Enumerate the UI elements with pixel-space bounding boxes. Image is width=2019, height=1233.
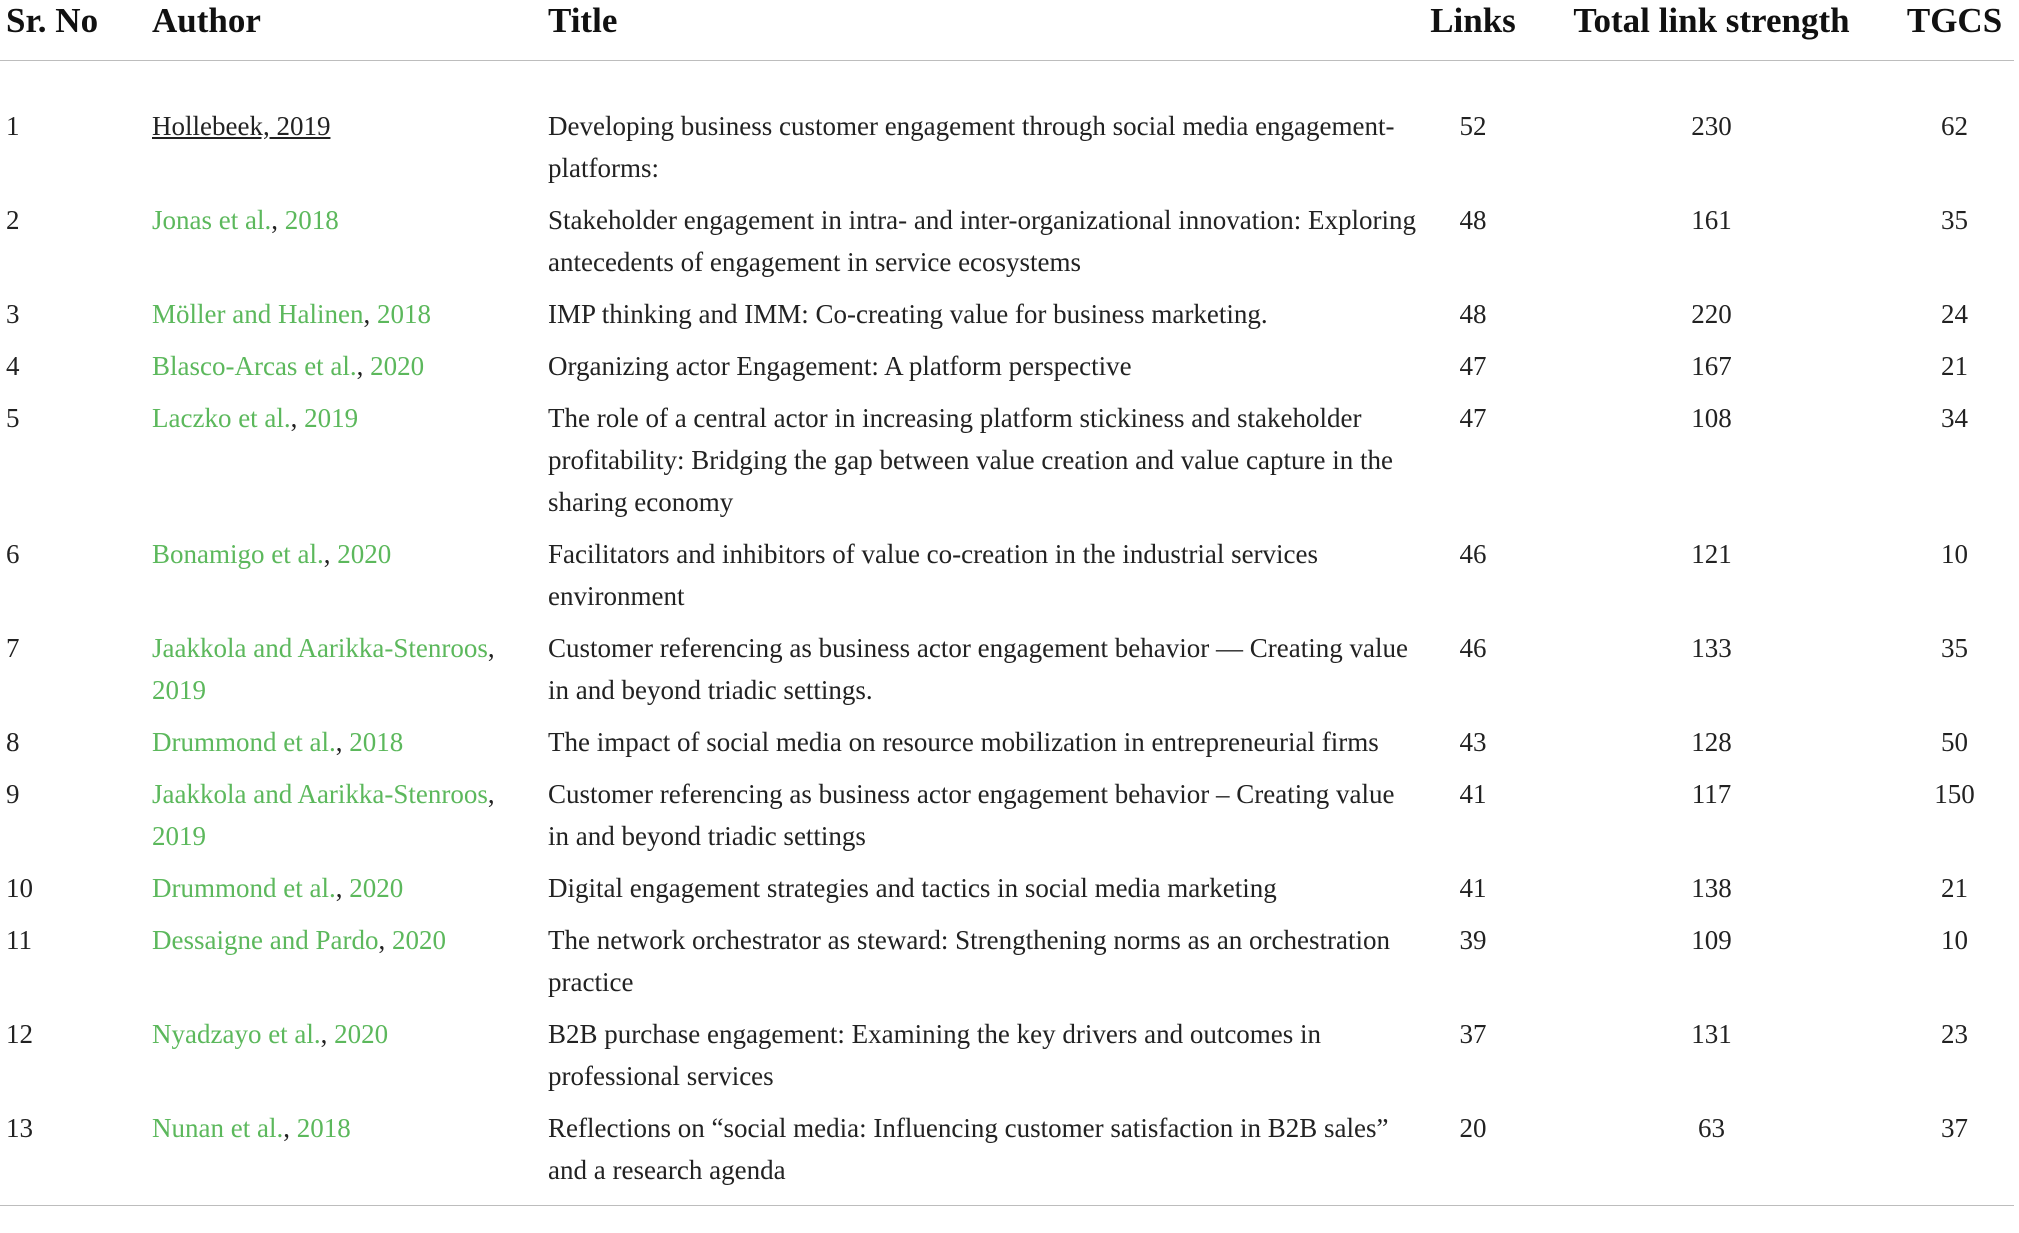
table-row — [0, 533, 2014, 627]
table-row — [0, 721, 2014, 773]
cell-title: B2B purchase engagement: Examining the key drivers and outcomes in professional services — [548, 1019, 1322, 1091]
cell-sr-no: 3 — [6, 299, 20, 329]
cell-tgcs: 35 — [1941, 633, 1968, 663]
cell-links: 47 — [1459, 403, 1487, 433]
cell-total-link-strength: 121 — [1691, 539, 1732, 569]
table-row — [0, 1013, 2014, 1107]
author-year-link[interactable]: 2020 — [334, 1019, 389, 1049]
cell-author — [152, 1107, 548, 1206]
cell-title: Developing business customer engagement through social media engagement-platforms: — [548, 111, 1395, 183]
header-title: Title — [548, 0, 1418, 61]
header-sr-no: Sr. No — [0, 0, 152, 61]
cell-total-link-strength: 138 — [1691, 873, 1732, 903]
author-name-link[interactable]: Möller and Halinen — [152, 299, 364, 329]
table-row — [0, 919, 2014, 1013]
table-row — [0, 627, 2014, 721]
author-year-link[interactable]: 2018 — [284, 205, 339, 235]
cell-title: IMP thinking and IMM: Co-creating value for business marketing. — [548, 299, 1268, 329]
table-row — [0, 397, 2014, 533]
cell-tgcs: 37 — [1895, 1107, 2014, 1206]
author-year-link[interactable]: 2020 — [349, 873, 404, 903]
author-separator: , — [323, 539, 338, 569]
author-name-link[interactable]: Jaakkola and Aarikka-Stenroos — [152, 633, 488, 663]
author-separator: , — [271, 205, 285, 235]
author-name-link[interactable]: Drummond et al. — [152, 727, 336, 757]
author-name-link[interactable]: Nyadzayo et al. — [152, 1019, 321, 1049]
author-separator: , — [335, 873, 350, 903]
cell-links: 41 — [1459, 873, 1487, 903]
author-name-link[interactable]: Drummond et al. — [152, 873, 336, 903]
cell-links: 43 — [1459, 727, 1487, 757]
author-name-link[interactable]: Nunan et al. — [152, 1113, 284, 1143]
cell-author — [152, 345, 548, 397]
header-tgcs: TGCS — [1895, 0, 2014, 61]
cell-tgcs: 21 — [1941, 873, 1968, 903]
author-separator: , — [320, 1019, 335, 1049]
cell-tgcs: 35 — [1941, 205, 1968, 235]
author-name-link[interactable]: Dessaigne and Pardo — [152, 925, 379, 955]
author-year-link[interactable]: 2019 — [152, 675, 206, 705]
cell-total-link-strength: 128 — [1691, 727, 1732, 757]
author-name-link[interactable]: Laczko et al. — [152, 403, 291, 433]
cell-author — [152, 199, 548, 293]
cell-title: Customer referencing as business actor engagement behavior – Creating value in and beyond triadic settings — [548, 779, 1395, 851]
cell-tgcs: 21 — [1941, 351, 1968, 381]
author-year-link[interactable]: 2018 — [296, 1113, 351, 1143]
cell-tgcs: 23 — [1941, 1019, 1968, 1049]
cell-sr-no: 12 — [6, 1019, 33, 1049]
table-row — [0, 61, 2014, 200]
author-year-link[interactable]: 2018 — [376, 299, 431, 329]
header-author: Author — [152, 0, 548, 61]
author-name-link[interactable]: Blasco-Arcas et al. — [152, 351, 357, 381]
cell-total-link-strength: 131 — [1691, 1019, 1732, 1049]
cell-author — [152, 627, 548, 721]
cell-links: 41 — [1459, 779, 1487, 809]
cell-title: Stakeholder engagement in intra- and inter-organizational innovation: Exploring antecedents of engagement in service ecosystems — [548, 205, 1416, 277]
cell-links: 39 — [1459, 925, 1487, 955]
cell-sr-no: 8 — [6, 727, 20, 757]
table-row — [0, 199, 2014, 293]
cell-total-link-strength: 230 — [1691, 111, 1732, 141]
cell-title: Facilitators and inhibitors of value co-creation in the industrial services environment — [548, 539, 1319, 611]
cell-sr-no: 10 — [6, 873, 33, 903]
cell-author — [152, 1013, 548, 1107]
cell-tgcs: 50 — [1941, 727, 1968, 757]
cell-sr-no: 5 — [6, 403, 20, 433]
cell-links: 48 — [1459, 205, 1487, 235]
cell-total-link-strength: 161 — [1691, 205, 1732, 235]
cell-title: The role of a central actor in increasing platform stickiness and stakeholder profitability: Bridging the gap between value creation and value capture in the sharing economy — [548, 403, 1393, 517]
cell-sr-no: 7 — [6, 633, 20, 663]
cell-author — [152, 397, 548, 533]
cell-tgcs: 24 — [1941, 299, 1968, 329]
author-separator: , — [356, 351, 371, 381]
cell-sr-no: 9 — [6, 779, 20, 809]
cell-author — [152, 533, 548, 627]
author-separator: , — [290, 403, 305, 433]
cell-links: 37 — [1459, 1019, 1487, 1049]
cell-tgcs: 62 — [1941, 111, 1968, 141]
author-separator: , — [335, 727, 350, 757]
table-row — [0, 1107, 2014, 1206]
author-name-link[interactable]: Bonamigo et al. — [152, 539, 324, 569]
cell-tgcs: 34 — [1941, 403, 1968, 433]
cell-total-link-strength: 117 — [1691, 779, 1732, 809]
cell-sr-no: 11 — [6, 925, 32, 955]
author-year-link[interactable]: 2020 — [337, 539, 392, 569]
author-separator: , — [487, 633, 495, 663]
cell-total-link-strength: 167 — [1691, 351, 1732, 381]
cell-links: 52 — [1459, 111, 1487, 141]
table-body — [0, 61, 2014, 1206]
cell-total-link-strength: 108 — [1691, 403, 1732, 433]
cell-sr-no: 2 — [6, 205, 20, 235]
cell-tgcs: 10 — [1941, 925, 1968, 955]
cell-links: 20 — [1418, 1107, 1528, 1206]
header-row — [0, 0, 2014, 61]
table-header — [0, 0, 2014, 61]
cell-author — [152, 919, 548, 1013]
cell-links: 48 — [1459, 299, 1487, 329]
author-separator: , — [283, 1113, 297, 1143]
cell-links: 46 — [1459, 539, 1487, 569]
header-total-link-strength: Total link strength — [1528, 0, 1895, 61]
table-row — [0, 345, 2014, 397]
cell-title: Organizing actor Engagement: A platform perspective — [548, 351, 1132, 381]
cell-tgcs: 10 — [1941, 539, 1968, 569]
cell-title: Digital engagement strategies and tactics in social media marketing — [548, 873, 1277, 903]
cell-author — [152, 293, 548, 345]
table-row — [0, 773, 2014, 867]
author-year-link[interactable]: 2020 — [370, 351, 425, 381]
author-name-link[interactable]: Jonas et al. — [152, 205, 272, 235]
author-separator: , — [363, 299, 377, 329]
author-name-link[interactable]: Hollebeek, 2019 — [152, 111, 331, 141]
author-year-link[interactable]: 2020 — [391, 925, 446, 955]
header-links: Links — [1418, 0, 1528, 61]
cell-total-link-strength: 109 — [1691, 925, 1732, 955]
cell-title: Customer referencing as business actor engagement behavior — Creating value in and beyond triadic settings. — [548, 633, 1408, 705]
cell-author — [152, 61, 548, 200]
author-name-link[interactable]: Jaakkola and Aarikka-Stenroos — [152, 779, 488, 809]
author-year-link[interactable]: 2019 — [304, 403, 359, 433]
cell-author — [152, 773, 548, 867]
cell-links: 47 — [1459, 351, 1487, 381]
cell-author — [152, 721, 548, 773]
author-separator: , — [378, 925, 392, 955]
cell-title: The network orchestrator as steward: Strengthening norms as an orchestration practice — [548, 925, 1390, 997]
cell-title: The impact of social media on resource mobilization in entrepreneurial firms — [548, 727, 1379, 757]
table-row — [0, 867, 2014, 919]
table-row — [0, 293, 2014, 345]
cell-total-link-strength: 63 — [1528, 1107, 1895, 1206]
author-year-link[interactable]: 2018 — [349, 727, 404, 757]
cell-sr-no: 4 — [6, 351, 20, 381]
cell-total-link-strength: 220 — [1691, 299, 1732, 329]
cell-title: Reflections on “social media: Influencing customer satisfaction in B2B sales” and a research agenda — [548, 1107, 1418, 1206]
cell-tgcs: 150 — [1934, 779, 1975, 809]
author-year-link[interactable]: 2019 — [152, 821, 206, 851]
cell-sr-no: 6 — [6, 539, 20, 569]
cell-sr-no: 13 — [0, 1107, 152, 1206]
cell-total-link-strength: 133 — [1691, 633, 1732, 663]
cell-links: 46 — [1459, 633, 1487, 663]
cell-author — [152, 867, 548, 919]
author-separator: , — [487, 779, 495, 809]
cell-sr-no: 1 — [6, 111, 20, 141]
